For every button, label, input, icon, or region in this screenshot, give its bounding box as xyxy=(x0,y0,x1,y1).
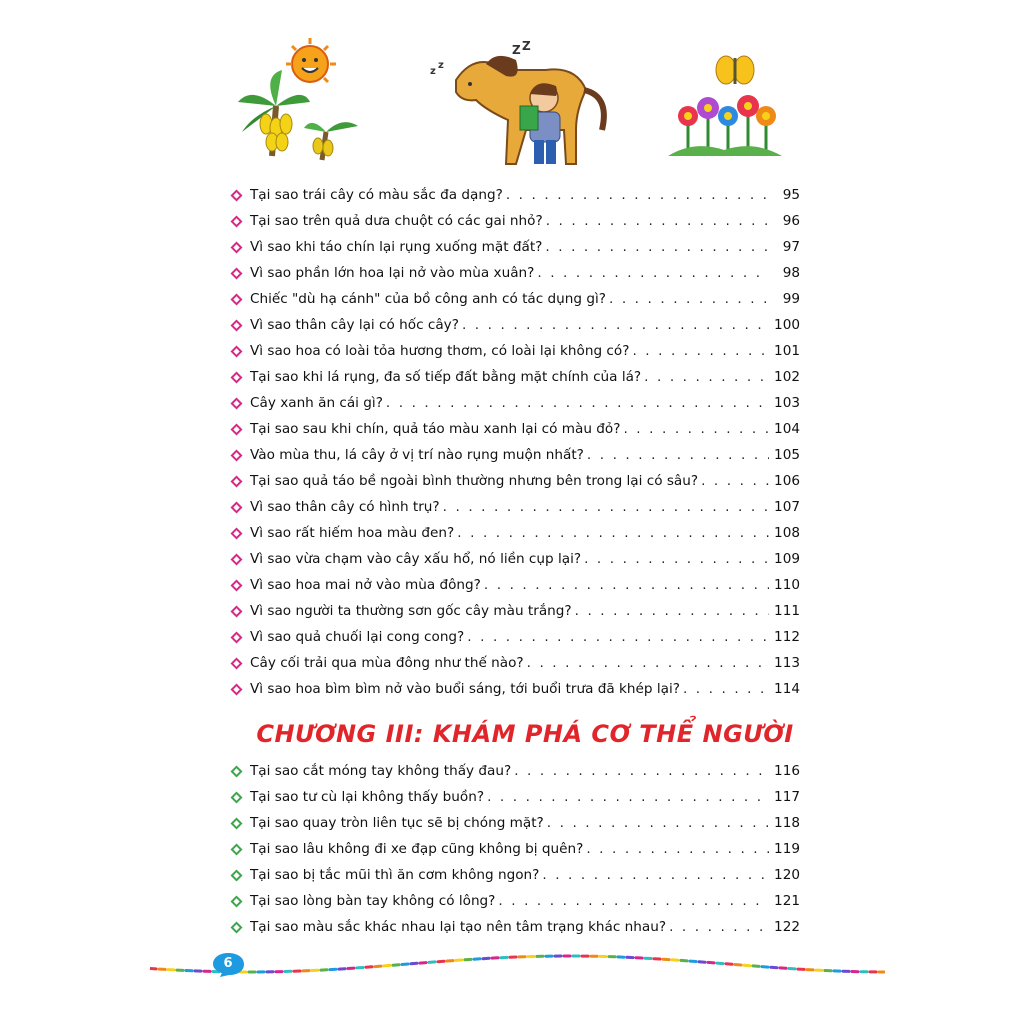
dot-leader xyxy=(584,546,769,572)
toc-entry-title: Vì sao phần lớn hoa lại nở vào mùa xuân? xyxy=(250,265,535,281)
toc-entry-title: Vì sao thân cây có hình trụ? xyxy=(250,499,440,515)
flowers-butterfly-illustration xyxy=(664,50,786,160)
toc-entry-title: Vì sao thân cây lại có hốc cây? xyxy=(250,317,459,333)
diamond-bullet-icon xyxy=(230,605,243,618)
toc-entry-title: Tại sao tư cù lại không thấy buồn? xyxy=(250,789,485,805)
diamond-bullet-icon xyxy=(230,345,243,358)
diamond-bullet-icon xyxy=(230,657,243,670)
toc-entry-page: 122 xyxy=(774,919,800,935)
diamond-bullet-icon xyxy=(230,683,243,696)
wave-dash xyxy=(420,963,426,964)
diamond-bullet-icon xyxy=(230,501,243,514)
toc-list-section-2 xyxy=(230,758,800,940)
wave-dash xyxy=(699,962,705,963)
toc-entry-page: 97 xyxy=(782,239,800,255)
wave-dash xyxy=(726,964,732,965)
dot-leader xyxy=(514,758,769,784)
chapter-heading: CHƯƠNG III: KHÁM PHÁ CƠ THỂ NGƯỜI xyxy=(256,720,794,748)
dot-leader xyxy=(443,494,769,520)
toc-entry xyxy=(230,312,800,338)
toc-entry-page: 99 xyxy=(782,291,800,307)
footer-wave-decoration xyxy=(150,944,885,984)
wave-dash xyxy=(375,966,381,967)
wave-dash xyxy=(735,965,741,966)
diamond-bullet-icon xyxy=(230,553,243,566)
svg-text:Z: Z xyxy=(522,40,531,53)
sun-icon xyxy=(286,38,336,82)
toc-entry xyxy=(230,520,800,546)
toc-entry-page: 101 xyxy=(774,343,800,359)
dot-leader xyxy=(586,836,769,862)
toc-entry-title: Tại sao quả táo bề ngoài bình thường nhưng bên trong lại có sâu? xyxy=(250,473,699,489)
dot-leader xyxy=(609,286,769,312)
wave-dash xyxy=(393,965,399,966)
dot-leader xyxy=(487,784,769,810)
toc-entry-page: 102 xyxy=(774,369,800,385)
diamond-bullet-icon xyxy=(230,921,243,934)
toc-entry-page: 104 xyxy=(774,421,800,437)
diamond-bullet-icon xyxy=(230,267,243,280)
toc-entry xyxy=(230,468,800,494)
toc-entry-title: Tại sao quay tròn liên tục sẽ bị chóng mặt? xyxy=(250,815,544,831)
diamond-bullet-icon xyxy=(230,475,243,488)
diamond-bullet-icon xyxy=(230,215,243,228)
toc-entry xyxy=(230,260,800,286)
diamond-bullet-icon xyxy=(230,423,243,436)
dot-leader xyxy=(457,520,769,546)
wave-dash xyxy=(762,967,768,968)
wave-dash xyxy=(708,962,714,963)
toc-entry xyxy=(230,598,800,624)
toc-entry xyxy=(230,234,800,260)
toc-entry xyxy=(230,572,800,598)
dot-leader xyxy=(545,234,769,260)
wave-dash xyxy=(411,963,417,964)
butterfly-icon xyxy=(716,56,754,84)
toc-entry-page: 116 xyxy=(774,763,800,779)
dot-leader xyxy=(386,390,769,416)
diamond-bullet-icon xyxy=(230,293,243,306)
toc-entry xyxy=(230,676,800,702)
toc-entry-title: Chiếc "dù hạ cánh" của bồ công anh có tác dụng gì? xyxy=(250,291,606,307)
toc-entry-page: 112 xyxy=(774,629,800,645)
toc-entry xyxy=(230,494,800,520)
diamond-bullet-icon xyxy=(230,791,243,804)
diamond-bullet-icon xyxy=(230,449,243,462)
toc-entry-title: Tại sao lòng bàn tay không có lông? xyxy=(250,893,496,909)
toc-entry xyxy=(230,784,800,810)
dot-leader xyxy=(467,624,769,650)
dot-leader xyxy=(462,312,769,338)
diamond-bullet-icon xyxy=(230,241,243,254)
toc-entry-title: Tại sao trái cây có màu sắc đa dạng? xyxy=(250,187,503,203)
toc-entry-page: 121 xyxy=(774,893,800,909)
diamond-bullet-icon xyxy=(230,869,243,882)
dot-leader xyxy=(498,888,769,914)
svg-text:Z: Z xyxy=(512,43,521,57)
toc-entry-title: Tại sao màu sắc khác nhau lại tạo nên tâm trạng khác nhau? xyxy=(250,919,667,935)
wave-dash xyxy=(384,965,390,966)
diamond-bullet-icon xyxy=(230,189,243,202)
dot-leader xyxy=(701,468,769,494)
horse-boy-illustration xyxy=(426,40,616,168)
toc-entry-page: 105 xyxy=(774,447,800,463)
wave-dash xyxy=(744,965,750,966)
diamond-bullet-icon xyxy=(230,371,243,384)
toc-entry-page: 95 xyxy=(782,187,800,203)
flowers-icon xyxy=(668,95,782,156)
toc-entry-page: 107 xyxy=(774,499,800,515)
svg-text:z: z xyxy=(430,66,436,77)
toc-entry xyxy=(230,416,800,442)
toc-entry xyxy=(230,888,800,914)
toc-entry-title: Vào mùa thu, lá cây ở vị trí nào rụng muộn nhất? xyxy=(250,447,584,463)
wave-dash xyxy=(717,963,723,964)
toc-entry xyxy=(230,758,800,784)
toc-entry-title: Tại sao lâu không đi xe đạp cũng không bị quên? xyxy=(250,841,584,857)
toc-entry xyxy=(230,836,800,862)
dot-leader xyxy=(542,862,769,888)
toc-list-section-1 xyxy=(230,182,800,702)
diamond-bullet-icon xyxy=(230,765,243,778)
toc-entry-title: Tại sao cắt móng tay không thấy đau? xyxy=(250,763,512,779)
toc-entry-title: Tại sao sau khi chín, quả táo màu xanh lại có màu đỏ? xyxy=(250,421,621,437)
diamond-bullet-icon xyxy=(230,319,243,332)
toc-entry xyxy=(230,624,800,650)
toc-entry-title: Vì sao hoa bìm bìm nở vào buổi sáng, tới buổi trưa đã khép lại? xyxy=(250,681,680,697)
toc-entry-page: 119 xyxy=(774,841,800,857)
wave-dash xyxy=(681,960,687,961)
dot-leader xyxy=(537,260,769,286)
toc-entry xyxy=(230,182,800,208)
toc-entry-page: 117 xyxy=(774,789,800,805)
toc-entry xyxy=(230,862,800,888)
diamond-bullet-icon xyxy=(230,895,243,908)
toc-entry-title: Tại sao khi lá rụng, đa số tiếp đất bằng mặt chính của lá? xyxy=(250,369,642,385)
wave-dash xyxy=(429,962,435,963)
toc-entry-page: 106 xyxy=(774,473,800,489)
toc-entry-page: 109 xyxy=(774,551,800,567)
toc-entry-title: Vì sao hoa mai nở vào mùa đông? xyxy=(250,577,481,593)
toc-entry xyxy=(230,390,800,416)
toc-entry-title: Vì sao quả chuối lại cong cong? xyxy=(250,629,465,645)
toc-entry xyxy=(230,442,800,468)
wave-dash xyxy=(402,964,408,965)
toc-entry xyxy=(230,810,800,836)
toc-entry-page: 100 xyxy=(774,317,800,333)
toc-entry-page: 111 xyxy=(774,603,800,619)
dot-leader xyxy=(506,182,769,208)
banana-tree-icon xyxy=(238,70,358,160)
toc-entry-page: 114 xyxy=(774,681,800,697)
diamond-bullet-icon xyxy=(230,527,243,540)
toc-entry-page: 118 xyxy=(774,815,800,831)
diamond-bullet-icon xyxy=(230,579,243,592)
toc-entry-page: 113 xyxy=(774,655,800,671)
toc-entry-title: Vì sao hoa có loài tỏa hương thơm, có loài lại không có? xyxy=(250,343,630,359)
dot-leader xyxy=(546,208,769,234)
toc-entry-page: 120 xyxy=(774,867,800,883)
toc-entry xyxy=(230,546,800,572)
dot-leader xyxy=(683,676,769,702)
toc-entry-page: 103 xyxy=(774,395,800,411)
toc-entry-page: 108 xyxy=(774,525,800,541)
toc-entry xyxy=(230,650,800,676)
toc-entry xyxy=(230,914,800,940)
toc-entry xyxy=(230,286,800,312)
dot-leader xyxy=(644,364,769,390)
dot-leader xyxy=(484,572,769,598)
diamond-bullet-icon xyxy=(230,631,243,644)
svg-text:z: z xyxy=(438,60,444,71)
toc-entry xyxy=(230,338,800,364)
dot-leader xyxy=(623,416,769,442)
toc-entry-title: Vì sao người ta thường sơn gốc cây màu trắng? xyxy=(250,603,572,619)
toc-entry-title: Tại sao trên quả dưa chuột có các gai nhỏ? xyxy=(250,213,543,229)
dot-leader xyxy=(669,914,769,940)
diamond-bullet-icon xyxy=(230,397,243,410)
dot-leader xyxy=(527,650,769,676)
diamond-bullet-icon xyxy=(230,843,243,856)
toc-entry-title: Cây xanh ăn cái gì? xyxy=(250,395,383,411)
toc-entry-title: Cây cối trải qua mùa đông như thế nào? xyxy=(250,655,524,671)
toc-entry-title: Vì sao khi táo chín lại rụng xuống mặt đất? xyxy=(250,239,543,255)
banana-sun-illustration xyxy=(232,36,362,164)
toc-entry xyxy=(230,208,800,234)
dot-leader xyxy=(587,442,769,468)
toc-entry-title: Vì sao rất hiếm hoa màu đen? xyxy=(250,525,455,541)
wave-dash xyxy=(753,966,759,967)
page-number: 6 xyxy=(223,956,233,971)
dot-leader xyxy=(547,810,769,836)
toc-entry-title: Tại sao bị tắc mũi thì ăn cơm không ngon? xyxy=(250,867,540,883)
toc-entry xyxy=(230,364,800,390)
toc-entry-page: 98 xyxy=(782,265,800,281)
toc-entry-page: 110 xyxy=(774,577,800,593)
toc-entry-page: 96 xyxy=(782,213,800,229)
diamond-bullet-icon xyxy=(230,817,243,830)
toc-entry-title: Vì sao vừa chạm vào cây xấu hổ, nó liền cụp lại? xyxy=(250,551,582,567)
dot-leader xyxy=(632,338,769,364)
dot-leader xyxy=(575,598,769,624)
